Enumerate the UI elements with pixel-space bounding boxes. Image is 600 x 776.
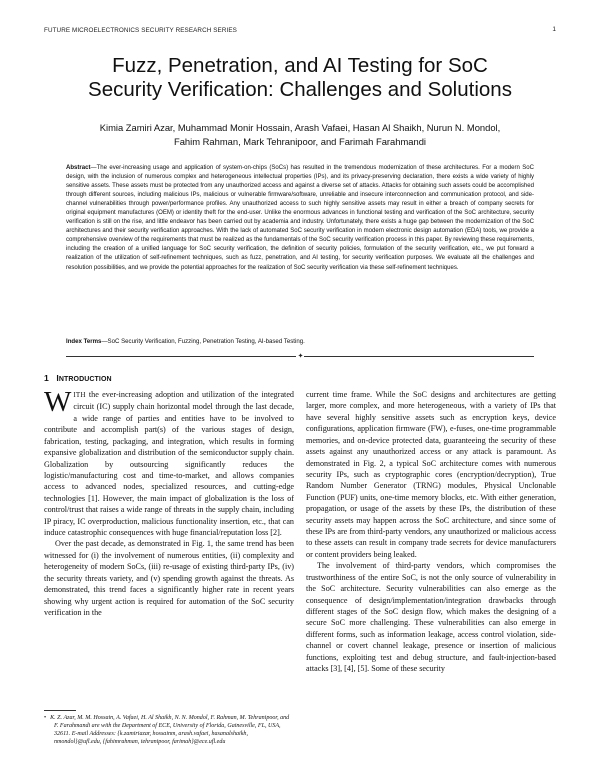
separator-rule-left	[66, 356, 296, 357]
footnote-text: K. Z. Azar, M. M. Hossain, A. Vafaei, H. Al Shaikh, N. N. Mondol, F. Rahman, M. Tehranipoor, and F. Farahmandi are with the Department of ECE, University of Florida, Gainesville, FL, USA, 32611. E-mail Addresses: {k.zamiriazar, hossainm, arash.vafaei, hasanalshaikh, nmondol}@ufl.edu, {fahimrahman, tehranipoor, farimah}@ece.ufl.edu	[50, 715, 290, 746]
abstract-label: Abstract	[66, 165, 91, 171]
paragraph-text: the ever-increasing adoption and utilization of the integrated circuit (IC) supply chain horizontal model through the last decade, a wide range of parties and entities have to be involved to contribute and accomplish part(s) of the various stages of design, fabrication, testing, packaging, and integration, which results in forming expansive globalization and distribution of the semiconductor supply chain. Globalization by outsourcing significantly reduces the logistic/manufacturing cost and time-to-market, and allows companies access to advanced nodes, specialized resources, and cutting-edge technologies [1]. However, the main impact of globalization is the loss of control/trust that raises a wide range of threats in the supply chain, including IP piracy, IC overproduction, malicious functionality insertion, etc., that can induce catastrophic consequences with huge financial/reputation loss [2].	[44, 390, 294, 538]
lead-in-smallcaps: ITH	[73, 391, 86, 399]
drop-cap: W	[44, 386, 72, 418]
index-terms	[66, 337, 534, 346]
footnote-bullet: •	[44, 715, 47, 721]
author-list	[44, 121, 556, 149]
author-affiliation-footnote	[44, 714, 294, 746]
section-heading	[44, 373, 112, 383]
authors-line-2: Fahim Rahman, Mark Tehranipoor, and Farimah Farahmandi	[173, 136, 427, 147]
running-head: FUTURE MICROELECTRONICS SECURITY RESEARCH SERIES	[44, 27, 237, 34]
title-line-2: Security Verification: Challenges and Solutions	[88, 78, 512, 101]
index-terms-label: Index Terms	[66, 338, 102, 345]
body-column-right	[306, 389, 556, 675]
footnote-rule	[44, 710, 76, 711]
title-line-1: Fuzz, Penetration, and AI Testing for SoC	[112, 54, 488, 77]
body-paragraph: The involvement of third-party vendors, which compromises the trustworthiness of the entire SoC, is not the only source of vulnerability in the SoC architecture. Security vulnerabilities can also emerge as the consequence of design/implementation/integration drawbacks through different stages of the SoC design flow, which makes the designing of a secure SoC more challenging. These vulnerabilities can also emerge in different forms, such as information leakage, access control violation, side-channel or covert channel leakage, presence or insertion of malicious functions, exploiting test and debug structure, and fault-injection-based attacks [3], [4], [5]. Some of these security	[306, 561, 556, 674]
body-column-left	[44, 386, 294, 618]
body-paragraph	[44, 386, 294, 538]
abstract	[66, 164, 534, 273]
body-paragraph: current time frame. While the SoC designs and architectures are getting larger, more complex, and more heterogeneous, with a variety of IPs that have several highly sensitive assets such as encryption keys, device configurations, application firmware (FW), e-fuses, one-time programmable memories, and on-device protected data, guaranteeing the security of these assets against any unauthorized access or any attack is paramount. As demonstrated in Fig. 2, a typical SoC architecture comes with numerous security IPs, such as cryptographic cores (encryption/decryption), True Random Number Generator (TRNG) modules, Physical Unclonable Function (PUF) units, one-time memory blocks, etc. With either generation, propagation, or usage of the assets by these IPs, the distribution of these security assets may happen across the SoC architecture, and since some of these IPs are from third-party vendors, any unauthorized or malicious access to these assets can result in company trade secrets for device manufacturers or content providers being leaked.	[306, 390, 556, 559]
page-number: 1	[552, 26, 556, 33]
section-title-initial: I	[56, 373, 59, 383]
section-number: 1	[44, 373, 49, 383]
section-title-rest: NTRODUCTION	[58, 376, 112, 383]
separator-rule-right	[304, 356, 534, 357]
authors-line-1: Kimia Zamiri Azar, Muhammad Monir Hossain, Arash Vafaei, Hasan Al Shaikh, Nurun N. Mondol,	[99, 122, 501, 133]
body-paragraph: Over the past decade, as demonstrated in Fig. 1, the same trend has been witnessed for (i) the involvement of numerous entities, (ii) complexity and heterogeneity of modern SoCs, (iii) re-usage of existing third-party IPs, (iv) the security threats variety, and (v) spending growth against the threats. As demonstrated, this trend faces a significantly higher rate in recent years showing why urgent action is required for automation of the SoC security verification in the	[44, 539, 294, 618]
index-terms-text: —SoC Security Verification, Fuzzing, Penetration Testing, AI-based Testing.	[101, 338, 305, 345]
abstract-text: —The ever-increasing usage and application of system-on-chips (SoCs) has resulted in the tremendous modernization of these architectures. For a modern SoC design, with the inclusion of numerous complex and heterogeneous intellectual properties (IPs), and its privacy-preserving declaration, there exists a wide variety of highly sensitive assets. These assets must be protected from any unauthorized access and against a diverse set of attacks. Attacks for obtaining such assets could be accomplished through different sources, including malicious IPs, malicious or vulnerable firmware/software, unreliable and insecure interconnection and communication protocol, and side-channel vulnerabilities through power/performance profiles. Any unauthorized access to such highly sensitive assets may result in either a breach of company secrets for original equipment manufactures (OEM) or identity theft for the end-user. Unlike the enormous advances in functional testing and verification of the SoC architecture, security verification is still on the rise, and little endeavor has been carried out by academia and industry. Unfortunately, there exists a huge gap between the modernization of the SoC architectures and their security verification approaches. With the lack of automated SoC security verification in modern electronic design automation (EDA) tools, we provide a comprehensive overview of the requirements that must be realized as the fundamentals of the SoC security verification process in this paper. By reviewing these requirements, including the creation of a unified language for SoC security verification, the definition of security policies, formulation of the security verification, etc., we put forward a realization of the utilization of self-refinement techniques, such as fuzz, penetration, and AI testing, for security verification purposes. We evaluate all the challenges and resolution possibilities, and we provide the potential approaches for the realization of SoC security verification via these self-refinement techniques.	[66, 165, 534, 271]
paper-title	[44, 54, 556, 102]
separator-diamond-icon: ✦	[297, 352, 304, 360]
